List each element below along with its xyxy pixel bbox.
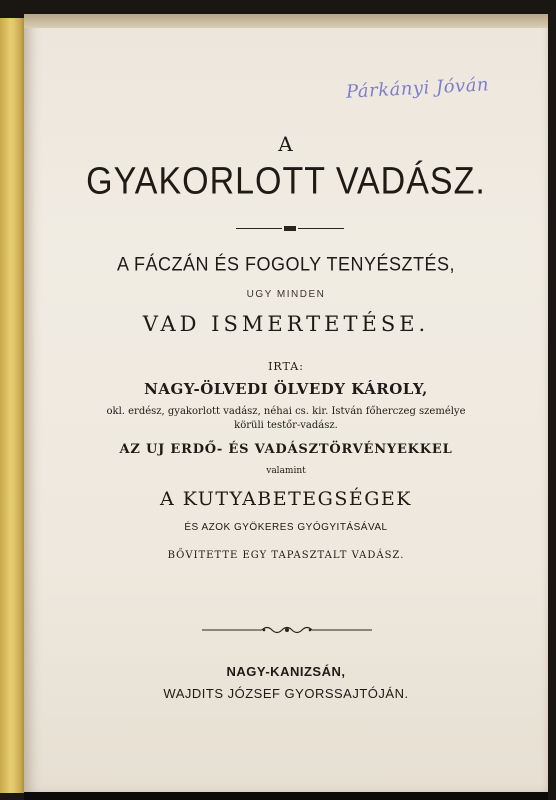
title-article: A xyxy=(278,132,294,156)
title-page xyxy=(24,14,548,794)
valamint-line: valamint xyxy=(266,466,306,476)
publication-city: NAGY-KANIZSÁN, xyxy=(226,664,346,679)
irta-label: IRTA: xyxy=(268,360,304,373)
subtitle-line-3: VAD ISMERTETÉSE. xyxy=(142,312,430,336)
printer-name: WAJDITS JÓZSEF GYORSSAJTÓJÁN. xyxy=(163,686,409,701)
author-description-1: okl. erdész, gyakorlott vadász, néhai cs. kir. István főherczeg személye xyxy=(106,406,466,417)
dog-diseases-line: A KUTYABETEGSÉGEK xyxy=(160,488,412,510)
expanded-by-line: BŐVITETTE EGY TAPASZTALT VADÁSZ. xyxy=(167,550,405,561)
page-top-edge xyxy=(24,14,548,28)
ornament-divider xyxy=(202,624,372,636)
author-name: NAGY-ÖLVEDI ÖLVEDY KÁROLY, xyxy=(144,380,428,398)
subtitle-line-1: A FÁCZÁN ÉS FOGOLY TENYÉSZTÉS, xyxy=(116,252,456,275)
book-title: GYAKORLOTT VADÁSZ. xyxy=(86,159,486,203)
subtitle-line-2: UGY MINDEN xyxy=(246,289,326,300)
author-description-2: körüli testőr-vadász. xyxy=(234,420,338,431)
treatment-line: ÉS AZOK GYÖKERES GYÓGYITÁSÁVAL xyxy=(184,522,388,533)
title-divider xyxy=(236,228,344,230)
owner-stamp: Párkányi Jóván xyxy=(345,74,490,103)
bottom-edge xyxy=(24,792,548,800)
laws-line: AZ UJ ERDŐ- ÉS VADÁSZTÖRVÉNYEKKEL xyxy=(119,442,453,457)
